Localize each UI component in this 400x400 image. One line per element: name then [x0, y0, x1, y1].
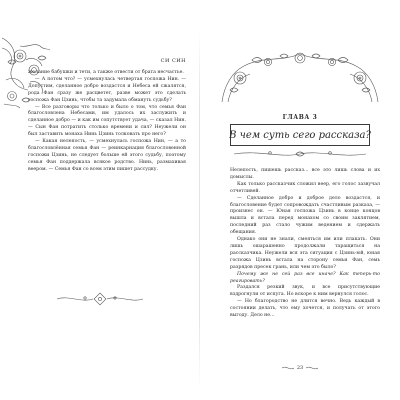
right-page	[200, 0, 400, 400]
paragraph: — Все разговоры что только и было о том, что семья Фан благословлена Небесами, им удалось их заслужить и сделанное добро — и как им сопутствует удача, — сказал Нин. — Сын Фан потратить столько времени и сил? Неужели он был заставить монаха Нинь Цзинь толковать про него?	[28, 104, 186, 138]
right-body-text	[230, 168, 380, 320]
running-head: СИ СИН	[160, 58, 186, 64]
paragraph: Однако они не знали, смеяться им или плакать. Они лишь ошарашенно продолжали таращиться на рассказчика. Неужели вся эта ситуация с Цзинь-юй, юная госпожа Цзинь встала на сторону семьи Фан, семь разрядов пресек грань, или чем это было?	[230, 237, 380, 270]
paragraph: — Сделанное добро и доброе дело воздастся, и благословение будет сопровождать счастливым разказа, — произнес он. — Юная госпожа Цзинь в конце концов вышла и встала перед монахом со своим заклятием, последний раз стало чужим ведением и сдержать обещания.	[230, 195, 380, 236]
chapter-label: ГЛАВА 3	[282, 114, 318, 121]
paragraph: Почему же не сей раз все иначе? Как теперь-то реагировать?	[230, 271, 380, 284]
paragraph: желание бабушки и тети, а также отвести от брата несчастье.	[28, 70, 184, 75]
floral-header-ornament	[218, 46, 382, 106]
chapter-title: В чем суть сего рассказа?	[230, 124, 370, 146]
page-number: 23	[296, 365, 304, 371]
paragraph: Как только рассказчик сложил веер, его голос зазвучал отчетливей.	[230, 181, 380, 194]
paragraph: Нелепость, пишешь рассказ... все это лишь слова и их домыслы.	[230, 168, 380, 180]
left-body-text	[28, 70, 186, 174]
paragraph: Раздался резкий звук, и все присутствующие вздрогнули от испуга. Но вскоре к ним вернулся голос.	[230, 285, 380, 298]
section-divider-ornament	[55, 292, 145, 306]
paragraph: — Но благородство не длится вечно. Ведь каждый в состоянии делать, что ему хочется, и получать от этого выгоду. Дело не...	[230, 299, 380, 319]
chapter-underline-ornament	[230, 148, 370, 160]
paragraph: — Какая нелепость, — усмехнулась госпожа Нин, — а то благословлённая семья Фан — реинкарнация благословенной госпожи Цзинь, не следует больше ей этого судьбу, поэтому семья Фан поддержала всякое родство. Нинь, размахивая веером. — Семья Фан со всем этим пишет рассудку.	[28, 139, 186, 172]
paragraph: — А потом что? — усмехнулась четвертая госпожа Нин. — Допустим, сделанное добро воздастся и Небеса ей сжалятся, рода Фан сразу же расцветет, разве может это сделать госпожа Фан Цзинь, чтобы та задумала обмануть судьбу?	[28, 76, 186, 103]
